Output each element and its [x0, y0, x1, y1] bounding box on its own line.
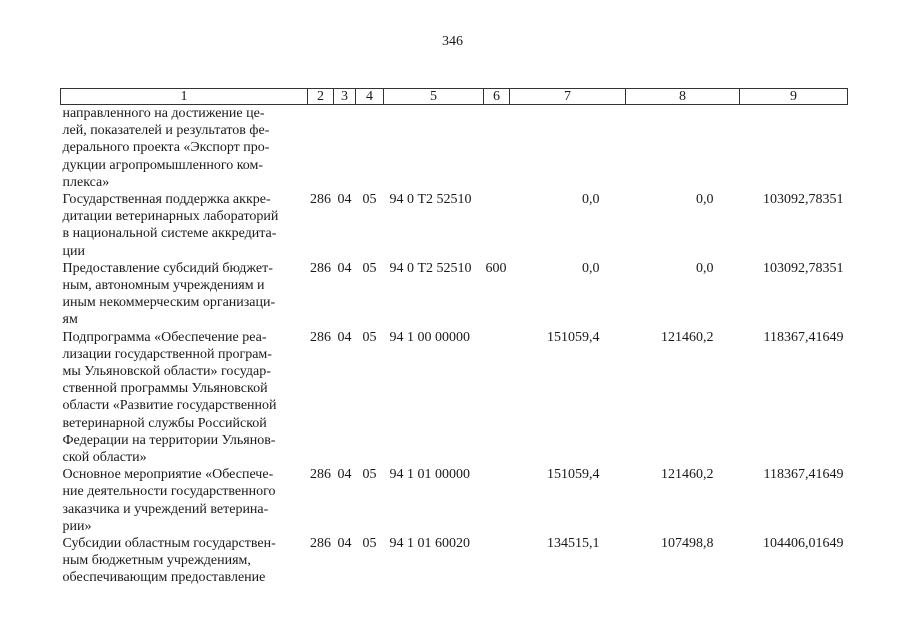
cell-expense-type	[484, 191, 510, 260]
cell-amount-col9: 103092,78351	[763, 260, 844, 276]
cell-amount-col7: 151059,4	[547, 467, 600, 483]
cell-target-code: 94 1 01 60020	[389, 536, 470, 552]
column-header: 4	[356, 89, 384, 105]
cell-amount-col9: 118367,41649	[763, 329, 844, 345]
column-header: 9	[740, 89, 848, 105]
cell-ministry: 286	[310, 192, 331, 208]
cell-ministry: 286	[310, 260, 331, 276]
cell-expense-type: 600	[485, 260, 507, 276]
cell-amount-col8: 0,0	[696, 192, 714, 208]
cell-section: 04	[337, 536, 352, 552]
cell-section: 04	[337, 329, 352, 345]
cell-amount-col9: 103092,78351	[763, 192, 844, 208]
cell-subsection	[356, 105, 384, 192]
table-row	[61, 260, 848, 329]
cell-amount-col8: 0,0	[696, 260, 714, 276]
table-row	[61, 105, 848, 192]
cell-target-code: 94 0 Т2 52510	[389, 192, 472, 208]
cell-amount-col8: 107498,8	[661, 536, 714, 552]
column-header: 6	[484, 89, 510, 105]
table-row	[61, 466, 848, 535]
cell-section	[334, 105, 356, 192]
cell-subsection: 05	[362, 467, 377, 483]
cell-target-code: 94 1 00 00000	[389, 329, 470, 345]
cell-ministry: 286	[310, 536, 331, 552]
column-header: 2	[308, 89, 334, 105]
column-header: 3	[334, 89, 356, 105]
cell-amount-col8: 121460,2	[661, 329, 714, 345]
column-header: 5	[384, 89, 484, 105]
row-name: Предоставление субсидий бюджет- ным, автономным учреждениям и иным некоммерческим организаци- ям	[62, 260, 276, 328]
cell-amount-col7	[510, 105, 626, 192]
cell-subsection: 05	[362, 536, 377, 552]
cell-expense-type	[484, 535, 510, 587]
table-row	[61, 535, 848, 587]
cell-target-code: 94 1 01 00000	[389, 467, 470, 483]
cell-section: 04	[337, 467, 352, 483]
cell-amount-col9: 104406,01649	[763, 536, 844, 552]
page-number: 346	[442, 34, 463, 49]
column-header: 1	[61, 89, 308, 105]
budget-table	[60, 88, 848, 587]
cell-section: 04	[337, 192, 352, 208]
cell-amount-col7: 134515,1	[547, 536, 600, 552]
cell-subsection: 05	[362, 260, 377, 276]
cell-expense-type	[484, 329, 510, 467]
table-row	[61, 329, 848, 467]
cell-section: 04	[337, 260, 352, 276]
cell-subsection: 05	[362, 192, 377, 208]
cell-amount-col9: 118367,41649	[763, 467, 844, 483]
cell-expense-type	[484, 105, 510, 192]
cell-target-code: 94 0 Т2 52510	[389, 260, 472, 276]
header-row	[61, 89, 848, 105]
cell-amount-col7: 0,0	[582, 192, 600, 208]
column-header: 7	[510, 89, 626, 105]
row-name: направленного на достижение це- лей, показателей и результатов фе- дерального проекта «Экспорт про- дукции агропромышленного ком- плекса»	[62, 106, 270, 190]
cell-expense-type	[484, 466, 510, 535]
cell-amount-col8: 121460,2	[661, 467, 714, 483]
table-row	[61, 191, 848, 260]
cell-amount-col7: 0,0	[582, 260, 600, 276]
row-name: Основное мероприятие «Обеспече- ние деятельности государственного заказчика и учреждений ветерина- рии»	[62, 467, 276, 534]
cell-ministry	[308, 105, 334, 192]
cell-subsection: 05	[362, 329, 377, 345]
row-name: Государственная поддержка аккре- дитации ветеринарных лабораторий в национальной системе аккредита- ции	[62, 192, 279, 259]
cell-amount-col7: 151059,4	[547, 329, 600, 345]
cell-target-code	[384, 105, 484, 192]
row-name: Подпрограмма «Обеспечение реа- лизации государственной програм- мы Ульяновской области» государ- ственной программы Ульяновской области «Развитие государственной ветеринарной службы Российской Федерации на территории Ульянов- ской области»	[62, 329, 277, 466]
cell-ministry: 286	[310, 329, 331, 345]
column-header: 8	[626, 89, 740, 105]
cell-ministry: 286	[310, 467, 331, 483]
cell-amount-col8	[626, 105, 740, 192]
cell-amount-col9	[740, 105, 848, 192]
row-name: Субсидии областным государствен- ным бюджетным учреждениям, обеспечивающим предоставление	[62, 536, 276, 586]
